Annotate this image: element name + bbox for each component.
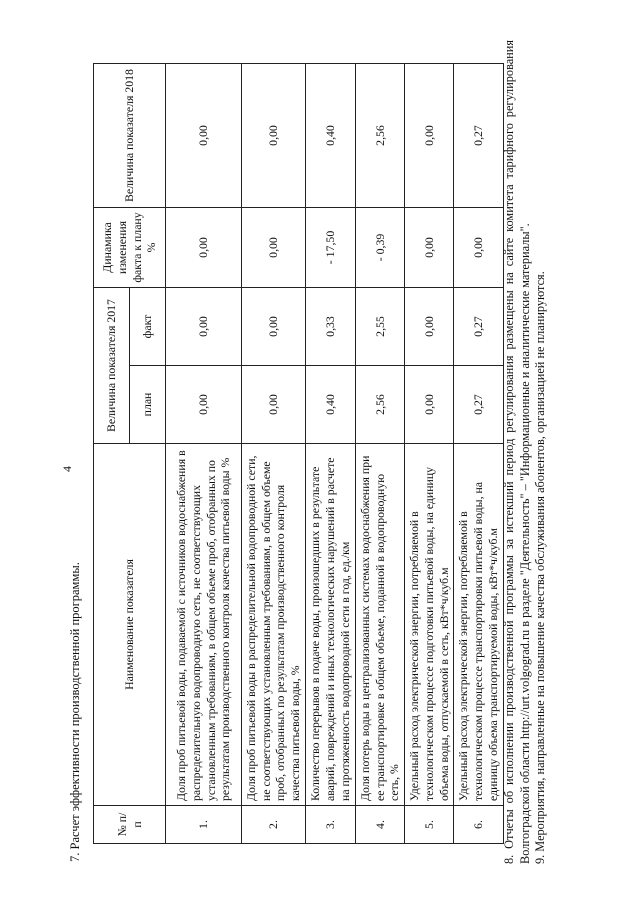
table-row (454, 63, 503, 843)
row-number: 4. (355, 806, 404, 844)
plan-value: 0,00 (166, 366, 242, 444)
table-row (242, 63, 306, 843)
table-row (305, 63, 355, 843)
header-dynamics: Динамика изменения факта к плану % (94, 207, 166, 287)
rotated-page-content (60, 32, 580, 872)
value-2018: 0,00 (166, 63, 242, 207)
header-plan: план (130, 366, 166, 444)
header-num: № п/п (94, 806, 166, 844)
section-7-title: 7. Расчет эффективности производственной программы. (68, 562, 82, 862)
table-row (405, 63, 454, 843)
dynamics-value: - 17,50 (305, 207, 355, 287)
note-9: 9. Мероприятия, направленные на повышение качества обслуживания абонентов, организацией не планируются. (533, 271, 548, 864)
indicator-name: Удельный расход электрической энергии, потребляемой в технологическом процессе транспортировки питьевой воды, на единицу объема транспортируемой воды, кВт*ч/куб.м (454, 444, 503, 806)
fact-value: 0,33 (305, 287, 355, 365)
dynamics-value: 0,00 (242, 207, 306, 287)
header-value-2017: Величина показателя 2017 (94, 287, 130, 443)
fact-value: 0,00 (166, 287, 242, 365)
fact-value: 0,00 (242, 287, 306, 365)
fact-value: 0,27 (454, 287, 503, 365)
value-2018: 0,40 (305, 63, 355, 207)
row-number: 6. (454, 806, 503, 844)
efficiency-table (93, 63, 504, 844)
table-row (355, 63, 404, 843)
table-row (166, 63, 242, 843)
indicator-name: Доля проб питьевой воды в распределительной водопроводной сети, не соответствующих установленным требованиям, в общем объеме проб, отобранных по результатам производственного контроля качества питьевой воды, % (242, 444, 306, 806)
plan-value: 0,40 (305, 366, 355, 444)
row-number: 1. (166, 806, 242, 844)
indicator-name: Удельный расход электрической энергии, потребляемой в технологическом процессе подготовки питьевой воды, на единицу объема воды, отпускаемой в сеть, кВт*ч/куб.м (405, 444, 454, 806)
header-fact: факт (130, 287, 166, 365)
plan-value: 0,27 (454, 366, 503, 444)
row-number: 3. (305, 806, 355, 844)
header-name: Наименование показателя (94, 444, 166, 806)
row-number: 5. (405, 806, 454, 844)
notes-block (502, 40, 549, 864)
value-2018: 2,56 (355, 63, 404, 207)
plan-value: 2,56 (355, 366, 404, 444)
fact-value: 2,55 (355, 287, 404, 365)
plan-value: 0,00 (405, 366, 454, 444)
dynamics-value: 0,00 (405, 207, 454, 287)
indicator-name: Доля потерь воды в централизованных системах водоснабжения при ее транспортировке в общем объеме, поданной в водопроводную сеть, % (355, 444, 404, 806)
plan-value: 0,00 (242, 366, 306, 444)
header-value-2018: Величина показателя 2018 (94, 63, 166, 207)
indicator-name: Количество перерывов в подаче воды, произошедших в результате аварий, повреждений и иных технологических нарушений в расчете на протяженность водопроводной сети в год, ед./км (305, 444, 355, 806)
dynamics-value: 0,00 (166, 207, 242, 287)
dynamics-value: 0,00 (454, 207, 503, 287)
fact-value: 0,00 (405, 287, 454, 365)
value-2018: 0,00 (242, 63, 306, 207)
dynamics-value: - 0,39 (355, 207, 404, 287)
row-number: 2. (242, 806, 306, 844)
page-number: 4 (60, 466, 74, 472)
note-8: 8. Отчеты об исполнении производственной программы за истекший период регулирования размещены на сайте комитета тарифного регулирования Волгоградской области http://urt.volgograd.ru в разделе "Деятельность" – "Информационные и аналитические материалы". (502, 40, 532, 864)
value-2018: 0,27 (454, 63, 503, 207)
indicator-name: Доля проб питьевой воды, подаваемой с источников водоснабжения в распределительную водопроводную сеть, не соответствующих установленным требованиям, в общем объеме проб, отобранных по результатам производственного контроля качества питьевой воды % (166, 444, 242, 806)
value-2018: 0,00 (405, 63, 454, 207)
